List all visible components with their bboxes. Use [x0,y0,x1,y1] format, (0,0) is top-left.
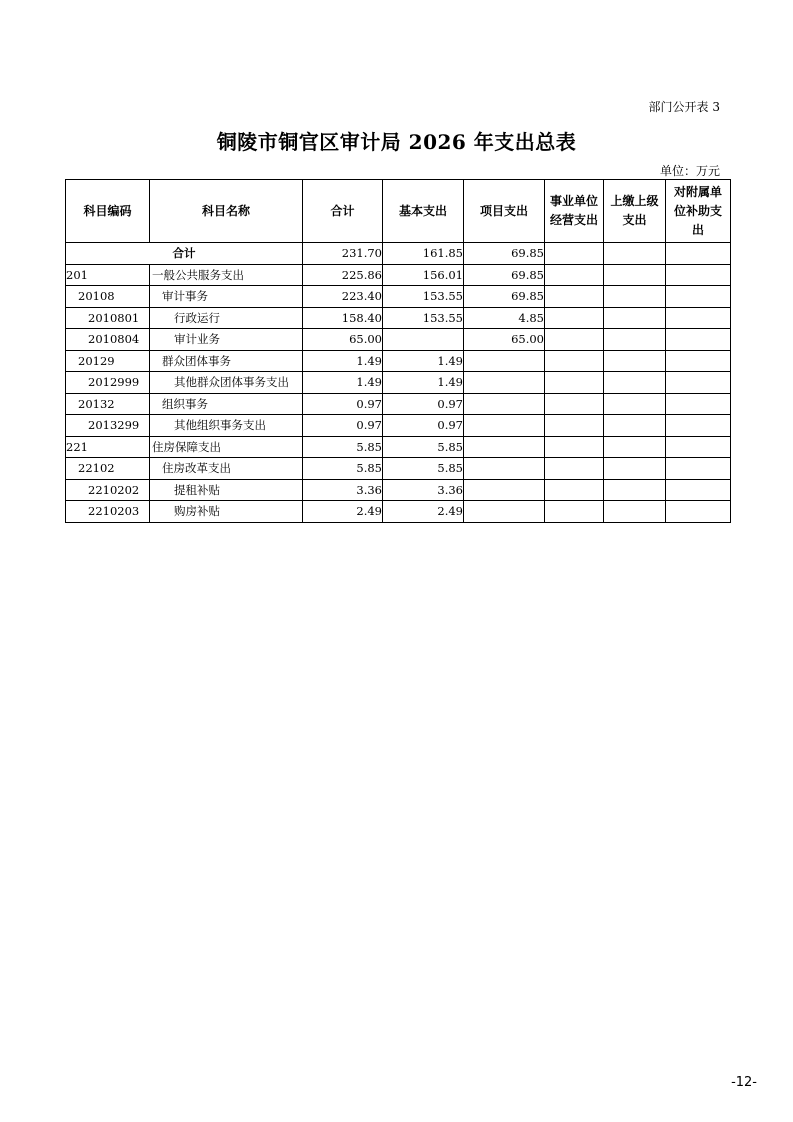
row-project [464,415,545,437]
row-name: 一般公共服务支出 [150,264,303,286]
row-total: 225.86 [303,264,383,286]
row-code: 2010801 [66,307,150,329]
row-upper [604,286,666,308]
row-total: 3.36 [303,479,383,501]
row-code: 2210202 [66,479,150,501]
row-affiliated [666,393,731,415]
total-affiliated [666,243,731,265]
total-upper [604,243,666,265]
row-project: 69.85 [464,286,545,308]
row-name: 购房补贴 [150,501,303,523]
header-basic: 基本支出 [383,180,464,243]
row-upper [604,264,666,286]
table-row [66,264,731,286]
row-total: 5.85 [303,458,383,480]
row-basic: 5.85 [383,436,464,458]
row-affiliated [666,350,731,372]
row-business [545,329,604,351]
row-code: 2012999 [66,372,150,394]
row-business [545,286,604,308]
row-affiliated [666,329,731,351]
row-project [464,501,545,523]
row-total: 5.85 [303,436,383,458]
row-project [464,372,545,394]
row-basic: 3.36 [383,479,464,501]
expenditure-summary-table [65,179,731,523]
row-business [545,307,604,329]
total-total: 231.70 [303,243,383,265]
table-row [66,393,731,415]
row-code: 20132 [66,393,150,415]
row-basic: 0.97 [383,415,464,437]
row-business [545,436,604,458]
row-basic: 156.01 [383,264,464,286]
row-project [464,479,545,501]
row-business [545,372,604,394]
row-code: 221 [66,436,150,458]
row-total: 1.49 [303,350,383,372]
total-business [545,243,604,265]
header-total: 合计 [303,180,383,243]
row-business [545,458,604,480]
row-total: 223.40 [303,286,383,308]
row-affiliated [666,436,731,458]
total-project: 69.85 [464,243,545,265]
row-affiliated [666,286,731,308]
row-basic: 153.55 [383,307,464,329]
row-business [545,501,604,523]
row-affiliated [666,372,731,394]
row-project [464,458,545,480]
row-basic: 5.85 [383,458,464,480]
row-name: 住房保障支出 [150,436,303,458]
row-affiliated [666,415,731,437]
row-name: 组织事务 [150,393,303,415]
row-code: 20129 [66,350,150,372]
row-upper [604,307,666,329]
row-project [464,350,545,372]
page-number: -12- [731,1075,757,1090]
row-name: 住房改革支出 [150,458,303,480]
table-header-row [66,180,731,243]
row-code: 2013299 [66,415,150,437]
header-project: 项目支出 [464,180,545,243]
row-total: 1.49 [303,372,383,394]
table-row [66,329,731,351]
row-project: 4.85 [464,307,545,329]
row-affiliated [666,264,731,286]
row-basic [383,329,464,351]
table-row [66,458,731,480]
row-name: 行政运行 [150,307,303,329]
total-basic: 161.85 [383,243,464,265]
page-label: 部门公开表 3 [648,100,720,114]
row-code: 201 [66,264,150,286]
row-upper [604,329,666,351]
row-name: 提租补贴 [150,479,303,501]
row-upper [604,479,666,501]
row-business [545,415,604,437]
table-row [66,350,731,372]
row-code: 2010804 [66,329,150,351]
row-name: 其他群众团体事务支出 [150,372,303,394]
total-row [66,243,731,265]
row-basic: 0.97 [383,393,464,415]
row-code: 20108 [66,286,150,308]
row-affiliated [666,501,731,523]
table-row [66,415,731,437]
header-upper: 上缴上级支出 [604,180,666,243]
row-upper [604,372,666,394]
header-name: 科目名称 [150,180,303,243]
table-row [66,286,731,308]
header-code: 科目编码 [66,180,150,243]
total-label: 合计 [66,243,303,265]
table-row [66,372,731,394]
row-affiliated [666,458,731,480]
row-upper [604,415,666,437]
row-total: 0.97 [303,393,383,415]
row-business [545,350,604,372]
row-upper [604,350,666,372]
header-business: 事业单位经营支出 [545,180,604,243]
table-row [66,307,731,329]
row-total: 158.40 [303,307,383,329]
table-row [66,436,731,458]
row-project: 65.00 [464,329,545,351]
row-upper [604,458,666,480]
table-row [66,479,731,501]
row-name: 审计事务 [150,286,303,308]
row-project: 69.85 [464,264,545,286]
row-upper [604,393,666,415]
row-business [545,479,604,501]
row-basic: 153.55 [383,286,464,308]
table-row [66,501,731,523]
row-name: 群众团体事务 [150,350,303,372]
row-business [545,264,604,286]
row-basic: 2.49 [383,501,464,523]
row-affiliated [666,479,731,501]
row-code: 22102 [66,458,150,480]
row-code: 2210203 [66,501,150,523]
row-business [545,393,604,415]
row-upper [604,436,666,458]
row-basic: 1.49 [383,372,464,394]
row-project [464,436,545,458]
row-project [464,393,545,415]
row-basic: 1.49 [383,350,464,372]
row-total: 0.97 [303,415,383,437]
row-name: 其他组织事务支出 [150,415,303,437]
page-title: 铜陵市铜官区审计局 2026 年支出总表 [216,130,577,154]
row-name: 审计业务 [150,329,303,351]
unit-label: 单位：万元 [659,164,720,178]
row-affiliated [666,307,731,329]
header-affiliated: 对附属单位补助支出 [666,180,731,243]
row-upper [604,501,666,523]
row-total: 65.00 [303,329,383,351]
row-total: 2.49 [303,501,383,523]
